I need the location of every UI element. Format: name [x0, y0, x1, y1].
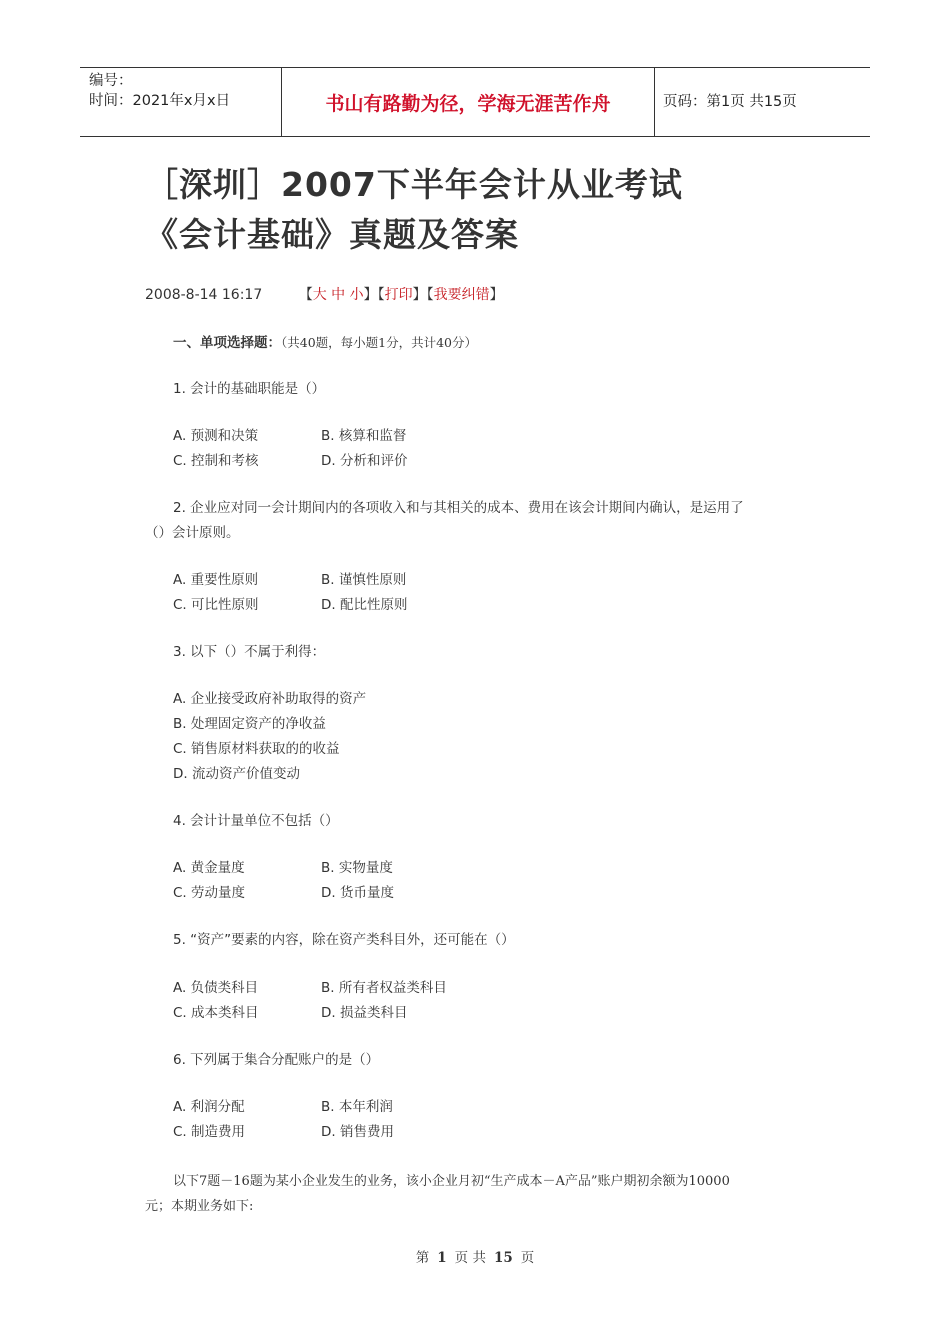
header-page-label: 页码：第1页 共15页 [663, 94, 797, 110]
section-title: 一、单项选择题： [173, 335, 281, 351]
document-header [80, 67, 870, 137]
bracket: 【 [298, 287, 313, 303]
footer-prefix: 第 [415, 1250, 430, 1266]
option: C. 制造费用 [173, 1124, 246, 1140]
option: B. 核算和监督 [321, 428, 407, 444]
font-size-links[interactable]: 大 中 小 [312, 287, 364, 303]
option: C. 可比性原则 [173, 597, 259, 613]
option: C. 成本类科目 [173, 1005, 259, 1021]
option: D. 销售费用 [321, 1124, 394, 1140]
question-stem: 2. 企业应对同一会计期间内的各项收入和与其相关的成本、费用在该会计期间内确认，是运用了 [173, 500, 744, 516]
time-label: 时间：2021年x月x日 [89, 93, 231, 109]
option: A. 利润分配 [173, 1099, 245, 1115]
option: B. 处理固定资产的净收益 [173, 716, 326, 732]
option: A. 预测和决策 [173, 428, 259, 444]
article-meta [145, 284, 504, 304]
question-stem: 4. 会计计量单位不包括（） [173, 813, 339, 829]
option: C. 劳动量度 [173, 885, 246, 901]
question-stem-continued: （）会计原则。 [145, 525, 240, 541]
bracket: 【 [377, 287, 385, 303]
question-stem: 3. 以下（）不属于利得： [173, 644, 326, 660]
question-stem: 5. “资产”要素的内容，除在资产类科目外，还可能在（） [173, 932, 515, 948]
report-error-link[interactable]: 我要纠错 [433, 287, 490, 303]
option: B. 谨慎性原则 [321, 572, 407, 588]
option: C. 控制和考核 [173, 453, 259, 469]
option: D. 货币量度 [321, 885, 394, 901]
intro-line-2: 元；本期业务如下: [145, 1199, 254, 1214]
option: C. 销售原材料获取的的收益 [173, 741, 340, 757]
option: B. 本年利润 [321, 1099, 393, 1115]
option: A. 企业接受政府补助取得的资产 [173, 691, 367, 707]
option: D. 损益类科目 [321, 1005, 408, 1021]
option: A. 负债类科目 [173, 980, 259, 996]
header-info [89, 71, 279, 111]
footer-total-pages: 15 [493, 1250, 513, 1266]
option: D. 分析和评价 [321, 453, 408, 469]
page-title [145, 160, 845, 260]
bracket: 】 [363, 287, 378, 303]
header-motto: 书山有路勤为径，学海无涯苦作舟 [281, 68, 655, 136]
section-note: （共40题，每小题1分，共计40分） [281, 335, 478, 350]
option: B. 实物量度 [321, 860, 393, 876]
title-line-2: 《会计基础》真题及答案 [145, 215, 519, 254]
option: B. 所有者权益类科目 [321, 980, 447, 996]
question-stem: 1. 会计的基础职能是（） [173, 381, 326, 397]
option: D. 流动资产价值变动 [173, 766, 300, 782]
print-link[interactable]: 打印 [384, 287, 413, 303]
title-line-1: ［深圳］2007下半年会计从业考试 [145, 165, 683, 204]
page-footer [0, 1246, 950, 1266]
intro-line-1: 以下7题－16题为某小企业发生的业务，该小企业月初“生产成本－A产品”账户期初余额为10000 [173, 1174, 730, 1189]
footer-mid: 页 共 [454, 1250, 486, 1266]
question-stem: 6. 下列属于集合分配账户的是（） [173, 1052, 380, 1068]
option: A. 黄金量度 [173, 860, 245, 876]
number-label: 编号： [89, 73, 133, 89]
bracket: 】 [412, 287, 427, 303]
option: A. 重要性原则 [173, 572, 259, 588]
bracket: 】 [489, 287, 504, 303]
footer-page-number: 1 [437, 1250, 447, 1266]
article-tools [299, 287, 504, 303]
option: D. 配比性原则 [321, 597, 408, 613]
section-heading [173, 331, 477, 351]
publish-date: 2008-8-14 16:17 [145, 287, 263, 303]
footer-suffix: 页 [520, 1250, 535, 1266]
bracket: 【 [426, 287, 434, 303]
